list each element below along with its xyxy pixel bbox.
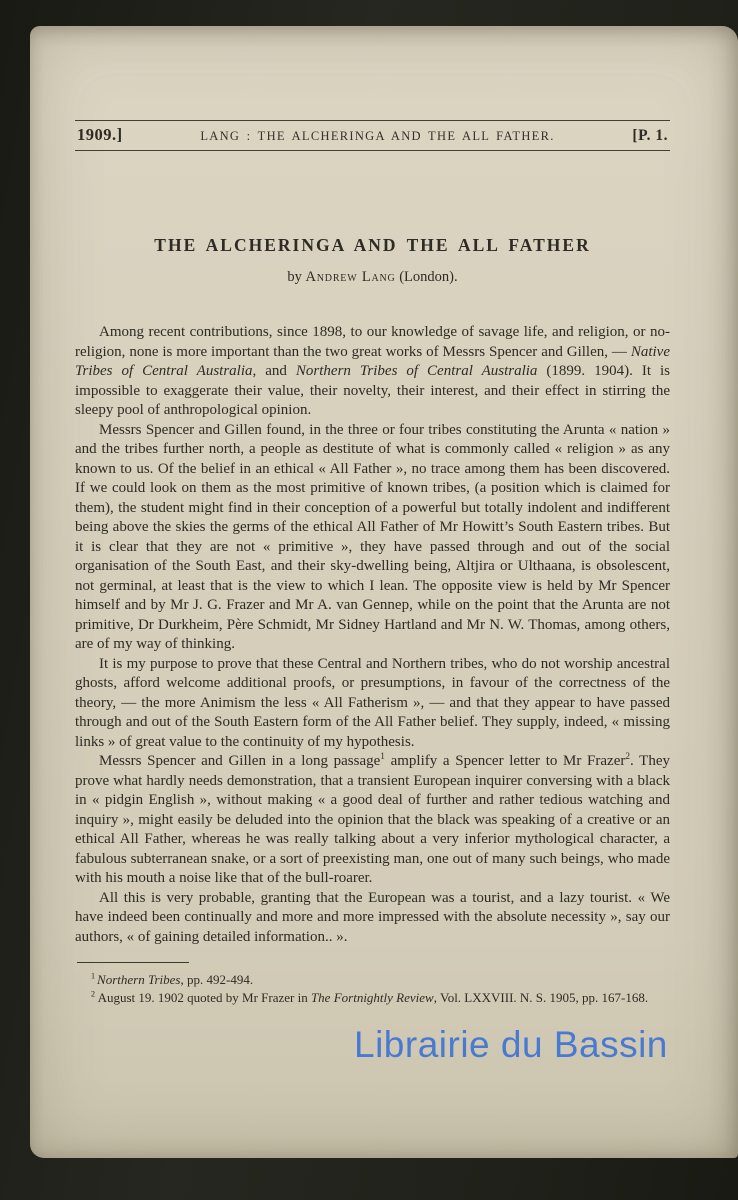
- paragraph-4: Messrs Spencer and Gillen in a long passage$^1$ amplify a Spencer letter to Mr Frazer$^2$. They prove what hardly needs demonstration, that a transient European inquirer conversing with a black in « pidgin English », without making « a good deal of further and rather tedious watching and inquiry », might easily be deluded into the opinion that the black was speaking of a creative or an ethical All Father, whereas he was really talking about a very inferior mythological character, a fabulous subterranean snake, or a sort of preexisting man, one out of many such beings, who made with his mouth a noise like that of the bull-roarer.: [75, 752, 670, 886]
- article-title: THE ALCHERINGA AND THE ALL FATHER: [154, 235, 591, 255]
- byline: by Andrew Lang (London).: [287, 269, 458, 285]
- header-running-title: LANG : THE ALCHERINGA AND THE ALL FATHER.: [200, 129, 555, 143]
- footnotes-section: [75, 962, 670, 1006]
- footnote-2: $^2$ August 19. 1902 quoted by Mr Frazer in The Fortnightly Review, Vol. LXXVIII. N. S. 1905, pp. 167-168.: [91, 989, 649, 1005]
- page-header: [75, 120, 670, 151]
- header-year: 1909.]: [77, 125, 123, 144]
- paragraph-3: It is my purpose to prove that these Central and Northern tribes, who do not worship ancestral ghosts, afford welcome additional proofs, or presumptions, in favour of the correctness of the theory, — the more Animism the less « All Fatherism », — and that they appear to have passed through and out of the South Eastern form of the All Father belief. They supply, indeed, « missing links » of great value to the continuity of my hypothesis.: [75, 655, 670, 750]
- paper-page: [30, 26, 738, 1158]
- footnote-divider: [77, 962, 189, 963]
- paragraph-5: All this is very probable, granting that the European was a tourist, and a lazy tourist. « We have indeed been continually and more and more impressed with the absolute necessity », say our authors, « of gaining detailed information.. ».: [75, 889, 670, 945]
- footnote-1: $^1$ Northern Tribes, pp. 492-494.: [91, 971, 254, 987]
- paragraph-1: Among recent contributions, since 1898, to our knowledge of savage life, and religion, or no-religion, none is more important than the two great works of Messrs Spencer and Gillen, — Native Tribes of Central Australia, and Northern Tribes of Central Australia (1899. 1904). It is impossible to exaggerate their value, their novelty, their interest, and their effect in stirring the sleepy pool of anthropological opinion.: [75, 324, 670, 418]
- article-body: [75, 323, 670, 947]
- paragraph-2: Messrs Spencer and Gillen found, in the three or four tribes constituting the Arunta « nation » and the tribes further north, a people as destitute of what is commonly called « religion » as any known to us. Of the belief in an ethical « All Father », no trace among them has been discovered. If we could look on them as the most primitive of known tribes, (a position which is claimed for them), the student might find in their conception of a powerful but totally indolent and indifferent being above the skies the germs of the ethical All Father of Mr Howitt’s South Eastern tribes. But it is clear that they are not « primitive », they have passed through and out of the social organisation of the South East, and their sky-dwelling being, Altjira or Ulthaana, is obsolescent, not germinal, at least that is the view to which I lean. The opposite view is held by Mr Spencer himself and by Mr J. G. Frazer and Mr A. van Gennep, while on the point that the Arunta are not primitive, Dr Durkheim, Père Schmidt, Mr Sidney Hartland and Mr N. W. Thomas, among others, are of my way of thinking.: [75, 421, 670, 652]
- watermark: Librairie du Bassin: [354, 1024, 668, 1065]
- header-page-number: [P. 1.: [632, 127, 668, 144]
